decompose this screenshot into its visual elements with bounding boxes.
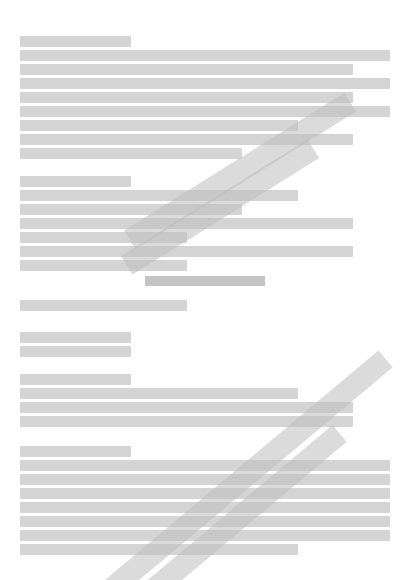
text-line	[20, 120, 298, 131]
text-line	[20, 204, 242, 215]
text-line	[20, 218, 353, 229]
text-line	[20, 300, 187, 311]
text-line	[20, 402, 353, 413]
text-line	[20, 106, 390, 117]
target-section	[20, 332, 390, 360]
text-line	[20, 416, 353, 427]
text-line	[20, 78, 390, 89]
text-line	[20, 260, 187, 271]
text-line	[20, 232, 187, 243]
text-line	[20, 148, 242, 159]
unit-section	[20, 300, 390, 314]
text-line	[20, 388, 298, 399]
text-line	[20, 332, 131, 343]
references-section	[20, 176, 390, 274]
rationale-section	[20, 446, 390, 558]
text-line	[20, 64, 353, 75]
text-line	[20, 488, 390, 499]
text-line	[20, 134, 353, 145]
text-line	[20, 190, 298, 201]
text-line	[20, 516, 390, 527]
text-line	[20, 246, 353, 257]
text-line	[20, 460, 390, 471]
text-line	[20, 446, 131, 457]
text-line	[20, 544, 298, 555]
text-line	[20, 474, 390, 485]
text-line	[20, 502, 390, 513]
text-line	[20, 346, 131, 357]
text-line	[20, 530, 390, 541]
text-line	[20, 92, 353, 103]
text-line	[20, 374, 131, 385]
text-line	[20, 50, 390, 61]
assignment-section	[20, 36, 390, 162]
text-line	[20, 176, 131, 187]
plan-title	[0, 276, 410, 286]
goals-section	[20, 374, 390, 430]
text-line	[20, 36, 131, 47]
